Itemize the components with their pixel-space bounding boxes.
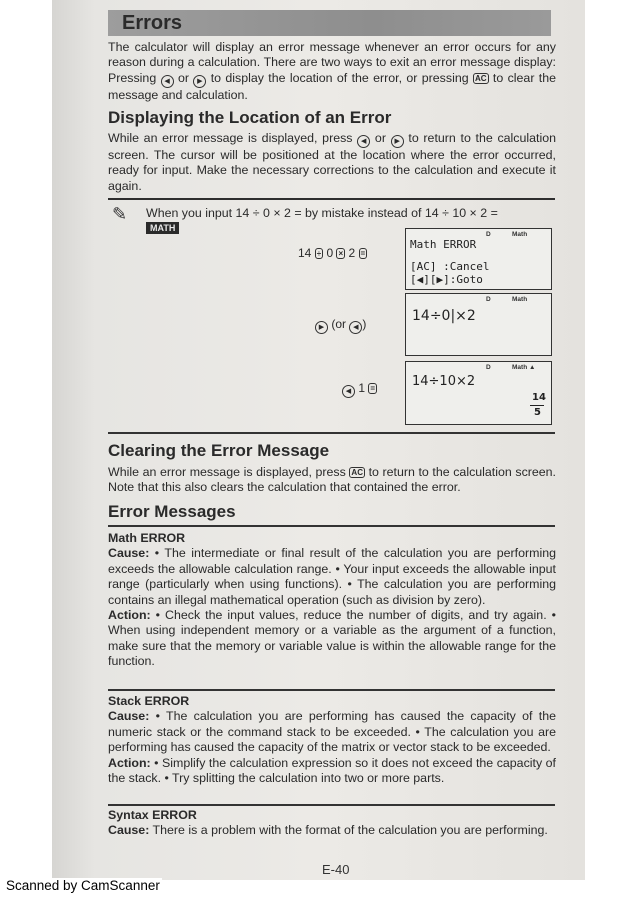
left-cursor-key-icon: ◀ <box>161 75 174 88</box>
multiply-key-icon: × <box>338 249 344 258</box>
entry-divider <box>108 689 555 691</box>
section-messages-heading: Error Messages <box>108 502 236 521</box>
ac-key-icon: AC <box>351 468 363 477</box>
section-location-paragraph: While an error message is displayed, press ◀ or ▶ to return to the calculation screen. The cursor will be positioned at the location where the error occurred, ready for input. Make the necessary corrections to the calculation and execute it again. <box>108 131 557 193</box>
divide-key-icon: ÷ <box>316 249 322 258</box>
fraction-numerator: 14 <box>532 392 546 403</box>
math-error-heading: Math ERROR <box>108 531 186 545</box>
ac-key-icon: AC <box>474 73 487 83</box>
step1-key-sequence: 14 ÷ 0 × 2 = <box>298 246 366 260</box>
left-cursor-key-icon: ◀ <box>342 385 355 398</box>
right-cursor-key-icon: ▶ <box>315 321 328 334</box>
entry-divider <box>108 804 555 806</box>
scanner-watermark: Scanned by CamScanner <box>6 878 160 893</box>
left-cursor-key-icon: ◀ <box>357 135 370 148</box>
section-divider <box>108 525 555 527</box>
equals-key-icon: = <box>370 384 376 393</box>
section-clear-heading: Clearing the Error Message <box>108 441 330 460</box>
fraction-bar <box>530 405 544 406</box>
stack-error-entry: Stack ERROR Cause: • The calculation you are performing has caused the capacity of the numeric stack or the command stack to be exceeded. • The calculation you are performing has caused the capacity of the matrix or vector stack to be exceeded. Action: • Simplify the calculation expression so it does not exceed the capacity of the stack. • Try splitting the calculation into two or more parts. <box>108 694 556 786</box>
example-box <box>108 198 555 429</box>
example-top-rule <box>108 198 555 200</box>
stack-error-heading: Stack ERROR <box>108 694 190 708</box>
section-location-heading: Displaying the Location of an Error <box>108 108 392 127</box>
section-divider <box>108 432 555 434</box>
banner-title: Errors <box>122 12 183 34</box>
syntax-error-entry: Syntax ERROR Cause: There is a problem with the format of the calculation you are performing. <box>108 808 556 839</box>
math-error-entry: Math ERROR Cause: • The intermediate or final result of the calculation you are performing exceeds the allowable calculation range. • Your input exceeds the allowable input range (particularly when using functions). • The calculation you are performing contains an illegal mathematical operation (such as division by zero). Action: • Check the input values, reduce the number of digits, and try again. • When using independent memory or a variable as the argument of a function, make sure that the memory or variable value is within the allowable range for the function. <box>108 531 556 669</box>
math-mode-badge: MATH <box>146 222 179 234</box>
equals-key-icon: = <box>360 249 366 258</box>
calculator-screen-cursor: D Math 14÷0|×2 <box>405 293 552 356</box>
page-margin <box>585 0 638 903</box>
page-number: E-40 <box>322 862 350 877</box>
errors-banner <box>108 10 551 36</box>
right-cursor-key-icon: ▶ <box>193 75 206 88</box>
right-cursor-key-icon: ▶ <box>391 135 404 148</box>
calculator-screen-error: D Math Math ERROR [AC] :Cancel [◀][▶]:Goto <box>405 228 552 290</box>
intro-paragraph: The calculator will display an error message whenever an error occurs for any reason during a calculation. There are two ways to exit an error message display: Pressing ◀ or ▶ to display the location of the error, or pressing AC to clear the message and calculation. <box>108 40 557 102</box>
step2-key-sequence: ▶ (or ◀ ) <box>315 317 366 334</box>
example-description: When you input 14 ÷ 0 × 2 = by mistake instead of 14 ÷ 10 × 2 = <box>146 206 498 220</box>
left-cursor-key-icon: ◀ <box>349 321 362 334</box>
step3-key-sequence: ◀ 1 = <box>342 381 377 398</box>
syntax-error-heading: Syntax ERROR <box>108 808 197 822</box>
pencil-icon: ✎ <box>112 204 128 224</box>
fraction-denominator: 5 <box>534 407 541 418</box>
calculator-screen-result: D Math ▲ 14÷10×2 14 5 <box>405 361 552 425</box>
section-clear-paragraph: While an error message is displayed, press AC to return to the calculation screen. Note that this also clears the calculation that contained the error. <box>108 465 557 495</box>
